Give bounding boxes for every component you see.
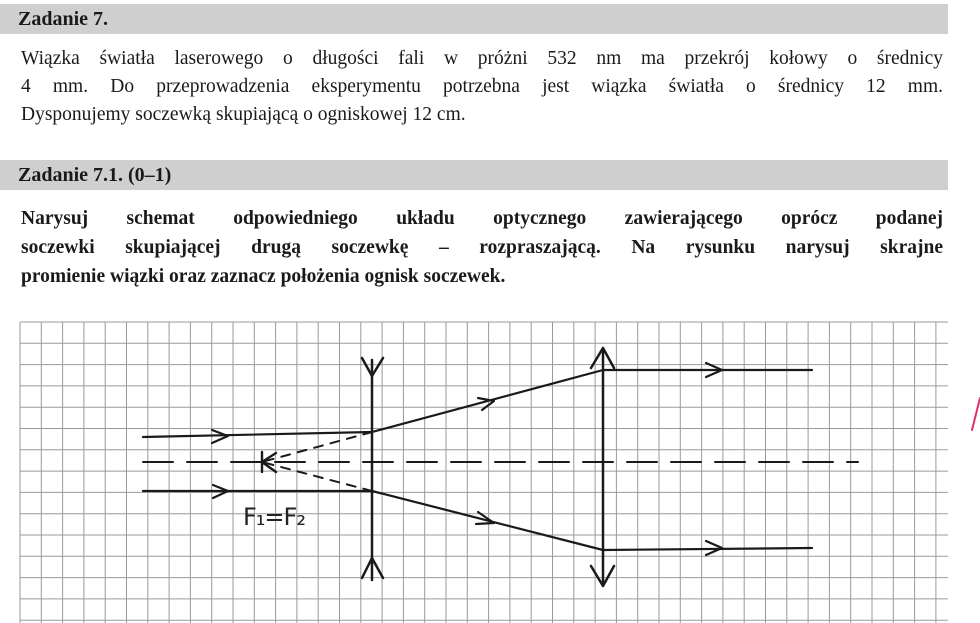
intro-line-1: Wiązka światła laserowego o długości fali w próżni 532 nm ma przekrój kołowy o średnicy <box>21 48 943 69</box>
optical-sketch <box>143 348 980 586</box>
grid-lines <box>20 322 948 623</box>
subtask-title: Zadanie 7.1. (0–1) <box>18 163 172 186</box>
ray-upper-incoming <box>143 432 372 437</box>
ray-lower-extension <box>262 462 372 491</box>
ray-upper-extension <box>262 432 372 462</box>
instruction-line-3: promienie wiązki oraz zaznacz położenia ognisk soczewek. <box>21 266 506 287</box>
ray-lower-outgoing <box>603 548 812 550</box>
task-title: Zadanie 7. <box>18 7 109 30</box>
ray-lower-diverging <box>372 491 603 550</box>
margin-check-mark <box>972 398 980 430</box>
focus-label: F₁=F₂ <box>243 503 305 531</box>
focus-point-mark <box>262 452 276 472</box>
intro-line-2: 4 mm. Do przeprowadzenia eksperymentu potrzebna jest wiązka światła o średnicy 12 mm. <box>21 76 943 97</box>
instruction-line-1: Narysuj schemat odpowiedniego układu optycznego zawierającego oprócz podanej <box>21 208 943 229</box>
instruction-line-2: soczewki skupiającej drugą soczewkę – rozpraszającą. Na rysunku narysuj skrajne <box>21 237 943 258</box>
intro-line-3: Dysponujemy soczewką skupiającą o ogniskowej 12 cm. <box>21 104 466 125</box>
ray-upper-diverging <box>372 370 603 432</box>
